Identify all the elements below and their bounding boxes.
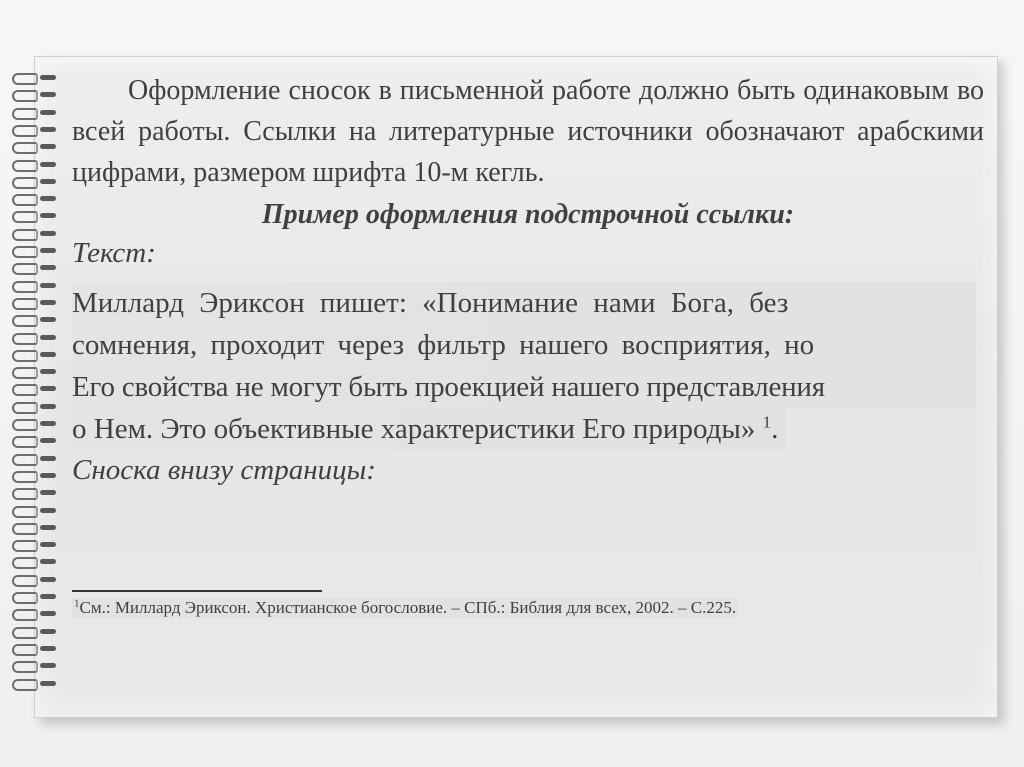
spiral-hole [40, 421, 56, 426]
spiral-ring [10, 505, 58, 519]
spiral-ring [10, 453, 58, 467]
text-label: Текст: [72, 237, 156, 269]
spiral-coil [12, 90, 38, 102]
quote-end-period: . [771, 413, 779, 445]
spiral-coil [12, 679, 38, 691]
spiral-ring [10, 245, 58, 259]
slide-content [72, 70, 984, 487]
spiral-coil [12, 160, 38, 172]
quote-line-1: Миллард Эриксон пишет: «Понимание нами Бога, без [72, 282, 976, 324]
footnote-label: Сноска внизу страницы: [72, 454, 376, 486]
spiral-hole [40, 335, 56, 340]
spiral-coil [12, 488, 38, 500]
spiral-ring [10, 556, 58, 570]
spiral-ring [10, 159, 58, 173]
spiral-coil [12, 177, 38, 189]
spiral-coil [12, 557, 38, 569]
spiral-coil [12, 108, 38, 120]
spiral-coil [12, 194, 38, 206]
quote-line-4-text: о Нем. Это объективные характеристики Его природы» [72, 413, 763, 445]
spiral-ring [10, 418, 58, 432]
spiral-coil [12, 211, 38, 223]
spiral-ring [10, 332, 58, 346]
footnote [72, 598, 738, 618]
spiral-ring [10, 539, 58, 553]
spiral-ring [10, 210, 58, 224]
spiral-coil [12, 333, 38, 345]
spiral-ring [10, 107, 58, 121]
spiral-coil [12, 263, 38, 275]
spiral-hole [40, 162, 56, 167]
spiral-hole [40, 438, 56, 443]
spiral-coil [12, 350, 38, 362]
spiral-ring [10, 660, 58, 674]
spiral-hole [40, 127, 56, 132]
quote-line-3: Его свойства не могут быть проекцией нашего представления [72, 366, 976, 408]
quote-block [72, 282, 982, 450]
spiral-coil [12, 384, 38, 396]
spiral-coil [12, 298, 38, 310]
spiral-ring [10, 383, 58, 397]
spiral-hole [40, 473, 56, 478]
spiral-hole [40, 646, 56, 651]
spiral-ring [10, 228, 58, 242]
spiral-coil [12, 73, 38, 85]
spiral-hole [40, 248, 56, 253]
spiral-coil [12, 609, 38, 621]
spiral-hole [40, 490, 56, 495]
spiral-hole [40, 681, 56, 686]
spiral-coil [12, 592, 38, 604]
spiral-ring [10, 72, 58, 86]
spiral-hole [40, 283, 56, 288]
spiral-coil [12, 142, 38, 154]
spiral-hole [40, 300, 56, 305]
spiral-ring [10, 262, 58, 276]
spiral-ring [10, 435, 58, 449]
spiral-coil [12, 627, 38, 639]
spiral-hole [40, 110, 56, 115]
spiral-ring [10, 193, 58, 207]
spiral-hole [40, 663, 56, 668]
spiral-hole [40, 629, 56, 634]
spiral-ring [10, 574, 58, 588]
spiral-coil [12, 281, 38, 293]
spiral-hole [40, 265, 56, 270]
intro-paragraph: Оформление сносок в письменной работе должно быть одинаковым во всей работы. Ссылки на литературные источники обозначают арабскими цифрами, размером шрифта 10-м кегль. [72, 75, 984, 188]
spiral-ring [10, 141, 58, 155]
spiral-hole [40, 369, 56, 374]
spiral-coil [12, 125, 38, 137]
quote-line-2: сомнения, проходит через фильтр нашего восприятия, но [72, 324, 976, 366]
spiral-hole [40, 92, 56, 97]
spiral-ring [10, 522, 58, 536]
example-heading [72, 199, 984, 231]
spiral-ring [10, 487, 58, 501]
spiral-ring [10, 124, 58, 138]
footnote-text: См.: Миллард Эриксон. Христианское богословие. – СПб.: Библия для всех, 2002. – С.225. [79, 598, 737, 617]
spiral-ring [10, 176, 58, 190]
spiral-hole [40, 75, 56, 80]
example-heading-text: Пример оформления подстрочной ссылки [261, 199, 785, 230]
quote-line-4 [72, 408, 786, 450]
spiral-ring [10, 401, 58, 415]
spiral-hole [40, 508, 56, 513]
spiral-coil [12, 436, 38, 448]
spiral-ring [10, 470, 58, 484]
spiral-coil [12, 315, 38, 327]
spiral-hole [40, 213, 56, 218]
spiral-hole [40, 542, 56, 547]
spiral-coil [12, 229, 38, 241]
spiral-ring [10, 314, 58, 328]
spiral-hole [40, 611, 56, 616]
spiral-ring [10, 89, 58, 103]
spiral-coil [12, 471, 38, 483]
spiral-hole [40, 404, 56, 409]
footnote-separator-line [72, 590, 322, 592]
spiral-ring [10, 643, 58, 657]
spiral-hole [40, 179, 56, 184]
spiral-hole [40, 317, 56, 322]
spiral-coil [12, 575, 38, 587]
spiral-coil [12, 523, 38, 535]
spiral-hole [40, 594, 56, 599]
example-heading-colon: : [784, 199, 795, 230]
spiral-ring [10, 366, 58, 380]
spiral-ring [10, 591, 58, 605]
spiral-ring [10, 349, 58, 363]
spiral-coil [12, 367, 38, 379]
spiral-hole [40, 196, 56, 201]
spiral-ring [10, 626, 58, 640]
spiral-hole [40, 144, 56, 149]
spiral-hole [40, 577, 56, 582]
spiral-coil [12, 661, 38, 673]
spiral-ring [10, 280, 58, 294]
spiral-coil [12, 402, 38, 414]
spiral-coil [12, 419, 38, 431]
spiral-coil [12, 540, 38, 552]
spiral-hole [40, 231, 56, 236]
quote-footnote-marker: 1 [762, 412, 772, 432]
footnote-marker: 1 [74, 597, 80, 610]
spiral-hole [40, 456, 56, 461]
spiral-hole [40, 386, 56, 391]
spiral-coil [12, 246, 38, 258]
spiral-ring [10, 297, 58, 311]
spiral-hole [40, 525, 56, 530]
spiral-hole [40, 352, 56, 357]
spiral-hole [40, 559, 56, 564]
spiral-coil [12, 454, 38, 466]
spiral-binding [10, 72, 60, 712]
spiral-ring [10, 678, 58, 692]
spiral-ring [10, 608, 58, 622]
spiral-coil [12, 506, 38, 518]
spiral-coil [12, 644, 38, 656]
